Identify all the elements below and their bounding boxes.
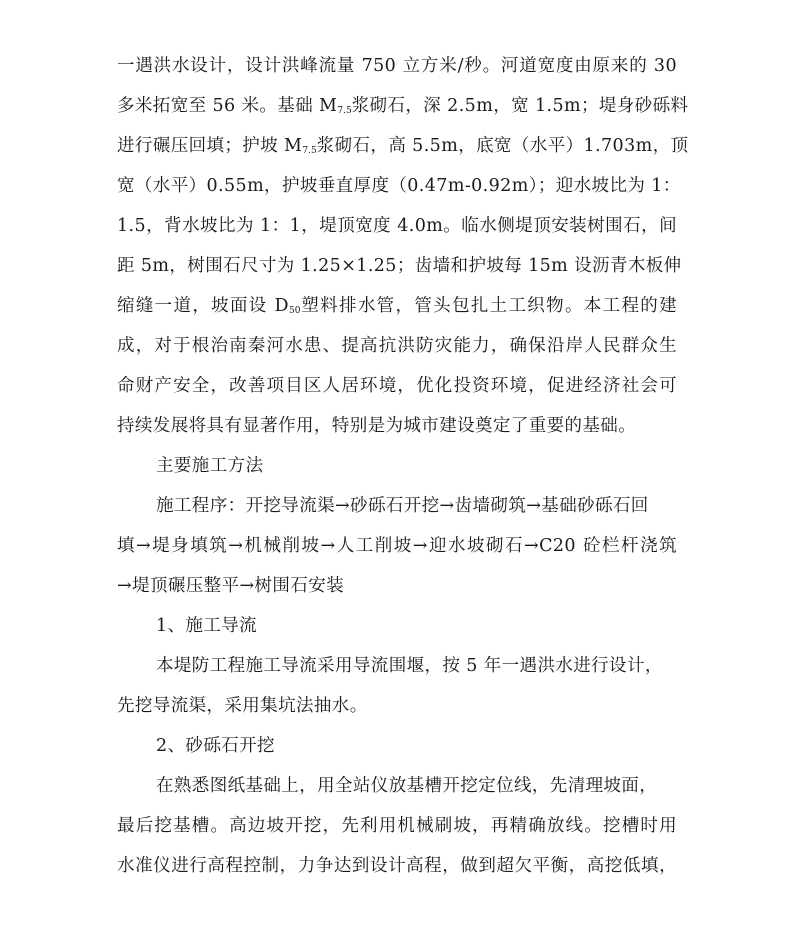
- paragraph-line: →堤顶碾压整平→树围石安装: [117, 576, 345, 596]
- subscript: 7.5: [302, 146, 317, 156]
- section-heading: 主要施工方法: [156, 456, 264, 476]
- text-segment: 塑料排水管，管头包扎土工织物。本工程的建: [300, 296, 678, 316]
- paragraph-line: 持续发展将具有显著作用，特别是为城市建设奠定了重要的基础。: [117, 416, 637, 436]
- paragraph-line: 一遇洪水设计，设计洪峰流量 750 立方米/秒。河道宽度由原来的 30: [117, 56, 677, 76]
- paragraph-line: 1.5，背水坡比为 1：1，堤顶宽度 4.0m。临水侧堤顶安装树围石，间: [117, 216, 677, 236]
- paragraph-line: 距 5m，树围石尺寸为 1.25×1.25；齿墙和护坡每 15m 设沥青木板伸: [117, 256, 682, 276]
- paragraph-line: [117, 126, 689, 166]
- subscript: 50: [288, 306, 301, 316]
- paragraph-line: 命财产安全，改善项目区人居环境，优化投资环境，促进经济社会可: [117, 376, 677, 396]
- text-segment: 浆砌石，高 5.5m，底宽（水平）1.703m，顶: [316, 136, 689, 156]
- paragraph-line: 填→堤身填筑→机械削坡→人工削坡→迎水坡砌石→C20 砼栏杆浇筑: [117, 536, 677, 556]
- text-segment: 进行碾压回填；护坡 M: [117, 136, 303, 156]
- paragraph-line: [117, 86, 689, 126]
- paragraph-line: 成，对于根治南秦河水患、提高抗洪防灾能力，确保沿岸人民群众生: [117, 336, 677, 356]
- text-segment: 缩缝一道，坡面设 D: [117, 296, 289, 316]
- paragraph-line: [117, 286, 677, 326]
- paragraph-line: 本堤防工程施工导流采用导流围堰，按 5 年一遇洪水进行设计，: [156, 656, 663, 676]
- paragraph-line: 施工程序：开挖导流渠→砂砾石开挖→齿墙砌筑→基础砂砾石回: [156, 496, 649, 516]
- paragraph-line: 最后挖基槽。高边坡开挖，先利用机械刷坡，再精确放线。挖槽时用: [117, 816, 677, 836]
- document-body: [117, 46, 689, 886]
- section-heading: 2、砂砾石开挖: [156, 736, 275, 756]
- paragraph-line: 水准仪进行高程控制，力争达到设计高程，做到超欠平衡，高挖低填，: [117, 856, 677, 876]
- section-heading: 1、施工导流: [156, 616, 258, 636]
- paragraph-line: 在熟悉图纸基础上，用全站仪放基槽开挖定位线，先清理坡面，: [156, 776, 658, 796]
- text-segment: 多米拓宽至 56 米。基础 M: [117, 96, 338, 116]
- paragraph-line: 先挖导流渠，采用集坑法抽水。: [117, 696, 368, 716]
- paragraph-line: 宽（水平）0.55m，护坡垂直厚度（0.47m-0.92m）；迎水坡比为 1：: [117, 176, 681, 196]
- text-segment: 浆砌石，深 2.5m，宽 1.5m；堤身砂砾料: [351, 96, 689, 116]
- subscript: 7.5: [337, 106, 352, 116]
